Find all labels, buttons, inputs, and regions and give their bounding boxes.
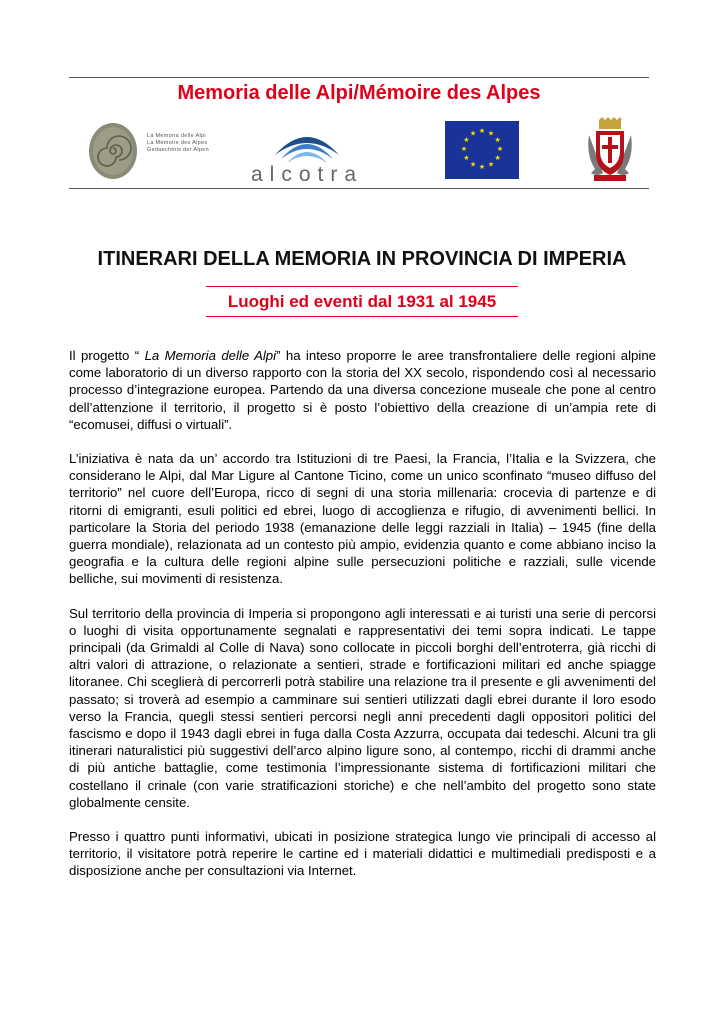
svg-text:★: ★ — [469, 160, 477, 169]
coat-of-arms — [586, 117, 634, 183]
project-name: La Memoria delle Alpi — [144, 348, 277, 363]
body-text — [69, 347, 656, 897]
svg-text:★: ★ — [478, 127, 486, 135]
paragraph-2: L’iniziativa è nata da un’ accordo tra Istituzioni di tre Paesi, la Francia, l’Italia e la Svizzera, che considerano le Alpi, dal Mar Ligure al Cantone Ticino, come un unico sconfinato “museo diffuso del territorio” nel cuore dell’Europa, ricco di segni di una storia millenaria: crocevia di partenze e di ritorni di emigranti, esuli politici ed ebrei, luogo di accoglienza e rifugio, di avvenimenti bellici. In particolare la Storia del periodo 1938 (emanazione delle leggi razziali in Italia) – 1945 (fine della guerra mondiale), relazionata ad un contesto più ampio, evidenzia quanto e come abbiano inciso la geografia e la cultura delle regioni alpine sulle persecuzioni politiche e razziali, sulle vicende belliche, sui movimenti di resistenza. — [69, 451, 656, 587]
subtitle-underline — [206, 316, 518, 317]
mountain-icon — [237, 121, 377, 165]
svg-text:★: ★ — [460, 145, 468, 153]
memoria-logo-text: La Memoria delle Alpi La Mémoire des Alpes Gedaechtnis der Alpen — [147, 133, 209, 153]
svg-text:★: ★ — [496, 145, 504, 153]
svg-text:★: ★ — [487, 129, 495, 138]
svg-text:★: ★ — [469, 129, 477, 138]
subtitle-top-rule — [206, 286, 518, 287]
alcotra-wordmark: alcotra — [250, 163, 364, 186]
svg-text:★: ★ — [487, 160, 495, 169]
paragraph-1: Il progetto “ La Memoria delle Alpi” ha inteso proporre le aree transfrontaliere delle regioni alpine come laboratorio di un diverso rapporto con la storia del XX secolo, rispondendo così al necessario processo d’integrazione europea. Partendo da una diversa concezione museale che pone al centro dell’attenzione il territorio, il progetto si è posto l’obiettivo della creazione di un’ampia rete di “ecomusei, diffusi o virtuali”. — [69, 348, 656, 432]
header-title: Memoria delle Alpi/Mémoire des Alpes — [177, 82, 541, 104]
document-subtitle: Luoghi ed eventi dal 1931 al 1945 — [227, 292, 497, 311]
svg-text:★: ★ — [463, 154, 470, 162]
eu-stars-icon — [445, 121, 519, 179]
logo-strip — [69, 115, 649, 185]
svg-text:★: ★ — [478, 163, 486, 171]
paragraph-4: Presso i quattro punti informativi, ubicati in posizione strategica lungo vie principali di accesso al territorio, il visitatore potrà reperire le cartine ed i materiali didattici e multimediali predisposti e a disposizione anche per consultazioni via Internet. — [69, 829, 656, 879]
svg-text:★: ★ — [494, 136, 501, 144]
svg-text:★: ★ — [494, 154, 501, 162]
eu-flag — [445, 121, 519, 179]
alcotra-logo — [237, 121, 377, 185]
document-title: ITINERARI DELLA MEMORIA IN PROVINCIA DI IMPERIA — [97, 248, 627, 270]
paragraph-3: Sul territorio della provincia di Imperia si propongono agli interessati e ai turisti una serie di percorsi o luoghi di visita opportunamente segnalati e rappresentativi dei temi sopra indicati. Le tappe principali (da Grimaldi al Colle di Nava) sono collocate in piccoli borghi dell’entroterra, già ricchi di altri valori di attrazione, o relazionate a sentieri, strade e fortificazioni militari ed anche spiagge litoranee. Chi sceglierà di percorrerli potrà stabilire una relazione tra il presente e gli avvenimenti del passato; si troverà ad esempio a camminare sui sentieri utilizzati dagli ebrei durante il loro esodo verso la Francia, quegli stessi sentieri percorsi negli anni precedenti dagli oppositori politici del fascismo e dopo il 1943 dagli ebrei in fuga dalla Costa Azzurra, occupata dai tedeschi. Alcuni tra gli itinerari naturalistici più suggestivi dell’arco alpino ligure sono, al contempo, ricchi di drammi anche di più antiche battaglie, come testimonia l’impressionante sistema di fortificazioni militari che costellano il crinale (con varie stratificazioni storiche) e che nell’ambito del progetto sono state globalmente censite. — [69, 605, 656, 810]
spiral-stone-icon — [85, 119, 145, 181]
header-bottom-rule — [69, 188, 649, 189]
subtitle-block — [206, 286, 518, 317]
coat-of-arms-icon — [586, 117, 634, 183]
top-rule — [69, 77, 649, 78]
svg-text:★: ★ — [463, 136, 470, 144]
